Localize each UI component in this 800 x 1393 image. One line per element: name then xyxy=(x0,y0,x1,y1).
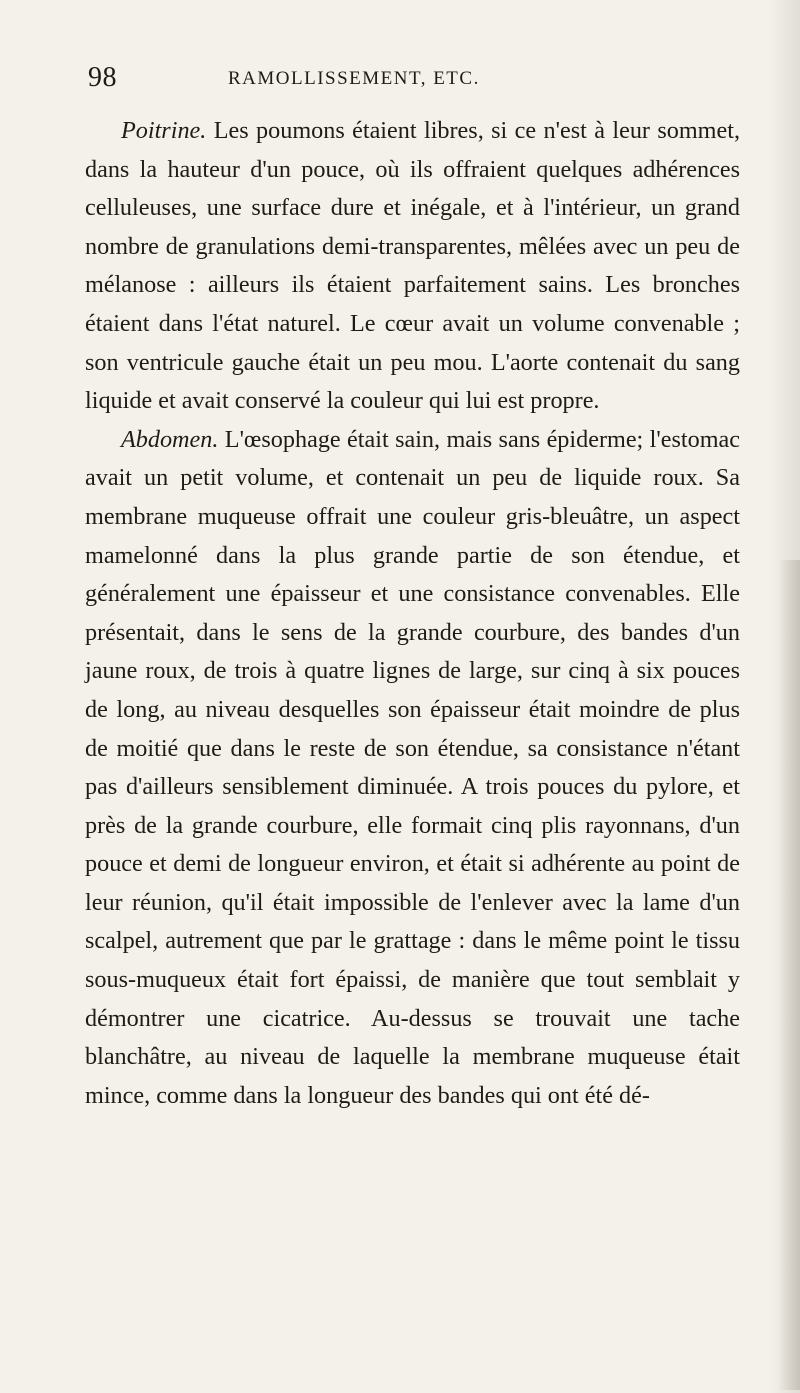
page-header xyxy=(88,62,728,102)
paragraph-text-abdomen: L'œsophage était sain, mais sans épiderme; l'estomac avait un petit volume, et contenait un peu de liquide roux. Sa membrane muqueuse offrait une couleur gris-bleuâtre, un aspect mamelonné dans la plus grande partie de son étendue, et généralement une épaisseur et une consistance convenables. Elle présentait, dans le sens de la grande courbure, des bandes d'un jaune roux, de trois à quatre lignes de large, sur cinq à six pouces de long, au niveau desquelles son épaisseur était moindre de plus de moitié que dans le reste de son étendue, sa consistance n'étant pas d'ailleurs sensiblement diminuée. A trois pouces du pylore, et près de la grande courbure, elle formait cinq plis rayonnans, d'un pouce et demi de longueur environ, et était si adhérente au point de leur réunion, qu'il était impossible de l'enlever avec la lame d'un scalpel, autrement que par le grattage : dans le même point le tissu sous-muqueux était fort épaissi, de manière que tout semblait y démontrer une cicatrice. Au-dessus se trouvait une tache blanchâtre, au niveau de laquelle la membrane muqueuse était mince, comme dans la longueur des bandes qui ont été dé- xyxy=(85,425,740,1109)
page-number: 98 xyxy=(88,62,117,93)
page-edge-shadow xyxy=(778,560,800,1390)
paragraph-abdomen xyxy=(85,421,740,1116)
running-head: RAMOLLISSEMENT, ETC. xyxy=(228,68,480,89)
section-lead-poitrine: Poitrine. xyxy=(121,117,214,144)
section-lead-abdomen: Abdomen. xyxy=(121,425,225,453)
body-text xyxy=(85,112,740,1115)
paragraph-poitrine xyxy=(85,112,740,421)
paragraph-text-poitrine: Les poumons étaient libres, si ce n'est à leur sommet, dans la hauteur d'un pouce, où ils offraient quelques adhérences celluleuses, une surface dure et inégale, et à l'intérieur, un grand nombre de granulations demi-transparentes, mêlées avec un peu de mélanose : ailleurs ils étaient parfaitement sains. Les bronches étaient dans l'état naturel. Le cœur avait un volume convenable ; son ventricule gauche était un peu mou. L'aorte contenait du sang liquide et avait conservé la couleur qui lui est propre. xyxy=(85,117,740,415)
